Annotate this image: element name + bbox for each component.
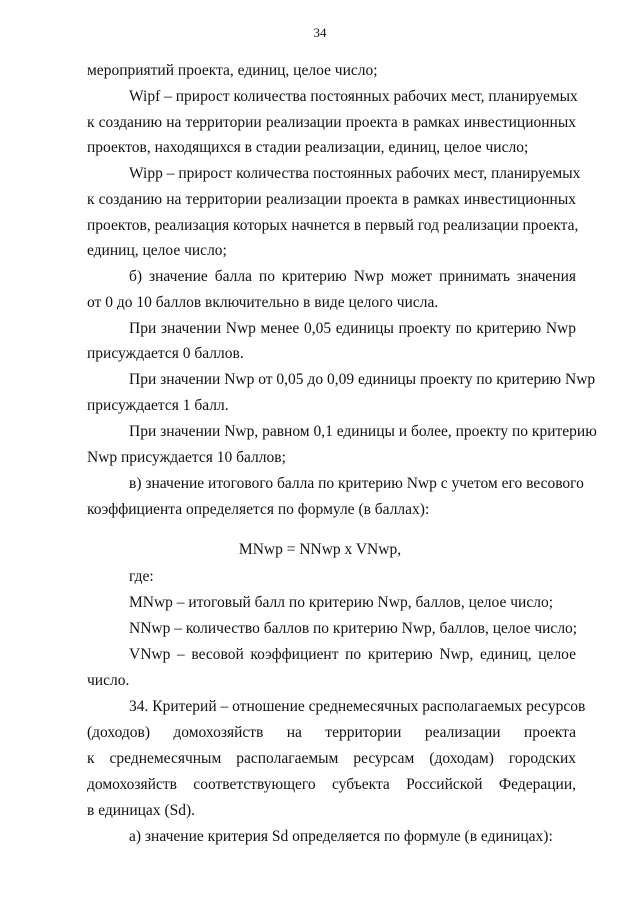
text-line: Wipp – прирост количества постоянных рабочих мест, планируемых xyxy=(129,165,581,182)
text-line: домохозяйств соответствующего субъекта Российской Федерации, xyxy=(87,776,576,793)
text-line: где: xyxy=(129,568,154,585)
text-line: в единицах (Sd). xyxy=(87,802,196,819)
text-line: б) значение балла по критерию Nwp может принимать значения xyxy=(129,268,576,285)
text-line: (доходов) домохозяйств на территории реализации проекта xyxy=(87,724,576,741)
text-line: Wipf – прирост количества постоянных рабочих мест, планируемых xyxy=(129,88,578,105)
page-number: 34 xyxy=(313,25,327,40)
text-line: При значении Nwp, равном 0,1 единицы и более, проекту по критерию xyxy=(129,423,597,440)
text-line: проектов, находящихся в стадии реализации, единиц, целое число; xyxy=(87,139,529,156)
text-line: единиц, целое число; xyxy=(87,242,227,259)
text-line: При значении Nwp от 0,05 до 0,09 единицы проекту по критерию Nwp xyxy=(129,371,596,388)
text-line: коэффициента определяется по формуле (в баллах): xyxy=(87,501,430,518)
text-line: проектов, реализация которых начнется в первый год реализации проекта, xyxy=(87,217,579,234)
text-line: к созданию на территории реализации проекта в рамках инвестиционных xyxy=(87,191,576,208)
text-line: MNwp – итоговый балл по критерию Nwp, баллов, целое число; xyxy=(129,594,553,611)
text-line: к созданию на территории реализации проекта в рамках инвестиционных xyxy=(87,114,576,131)
text-line: мероприятий проекта, единиц, целое число; xyxy=(87,62,378,79)
text-line: а) значение критерия Sd определяется по формуле (в единицах): xyxy=(129,828,553,845)
text-line: При значении Nwp менее 0,05 единицы проекту по критерию Nwp xyxy=(129,320,576,337)
text-line: от 0 до 10 баллов включительно в виде целого числа. xyxy=(87,294,439,311)
text-line: в) значение итогового балла по критерию Nwp с учетом его весового xyxy=(129,475,584,492)
text-line: присуждается 0 баллов. xyxy=(87,345,244,362)
text-line: NNwp – количество баллов по критерию Nwp, баллов, целое число; xyxy=(129,620,578,637)
text-line: присуждается 1 балл. xyxy=(87,397,229,414)
text-line: Nwp присуждается 10 баллов; xyxy=(87,449,286,466)
formula: MNwp = NNwp x VNwp, xyxy=(238,541,402,558)
text-line: к среднемесячным располагаемым ресурсам (доходам) городских xyxy=(87,750,576,767)
text-line: VNwp – весовой коэффициент по критерию Nwp, единиц, целое xyxy=(129,646,576,663)
text-line: 34. Критерий – отношение среднемесячных располагаемых ресурсов xyxy=(129,698,586,715)
text-line: число. xyxy=(87,672,130,689)
